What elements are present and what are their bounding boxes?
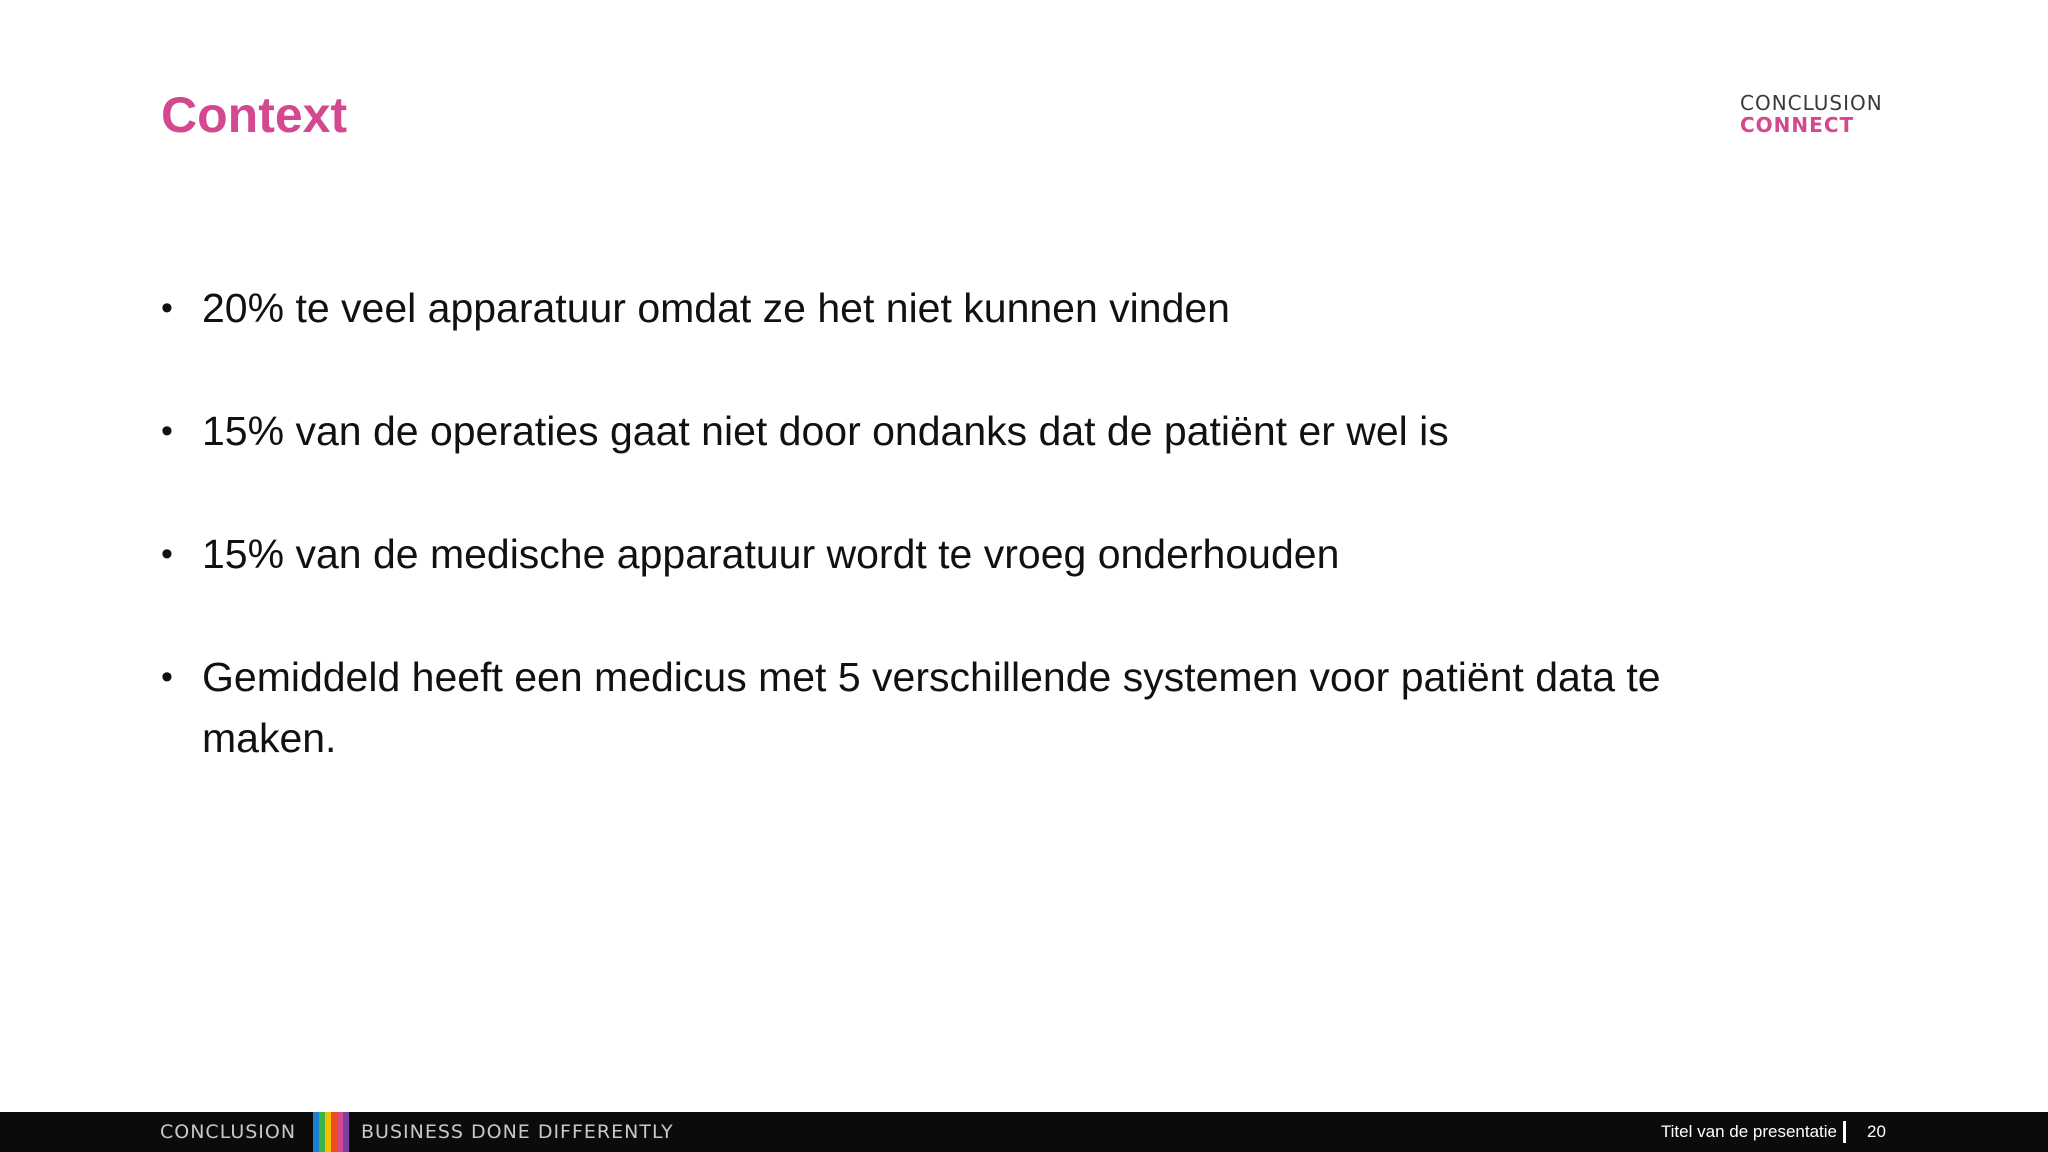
bullet-item	[161, 278, 1721, 339]
bullet-point-icon: •	[161, 658, 173, 696]
footer-brand: CONCLUSION	[160, 1121, 297, 1143]
logo-text-connect: CONNECT	[1740, 113, 1855, 137]
footer-tagline: BUSINESS DONE DIFFERENTLY	[361, 1121, 674, 1143]
conclusion-connect-logo	[1740, 93, 1883, 135]
bullet-list	[161, 278, 1721, 831]
bullet-point-icon: •	[161, 289, 173, 327]
footer-divider	[1843, 1121, 1846, 1143]
stripe	[343, 1112, 349, 1152]
bullet-text: 15% van de operaties gaat niet door ondanks dat de patiënt er wel is	[202, 408, 1449, 454]
logo-text-conclusion: CONCLUSION	[1740, 91, 1883, 115]
slide-title: Context	[161, 87, 348, 143]
bullet-item	[161, 647, 1721, 769]
footer-color-stripes	[313, 1112, 349, 1152]
footer-bar	[0, 1112, 2048, 1152]
page-number: 20	[1867, 1122, 1886, 1141]
bullet-text: 15% van de medische apparatuur wordt te vroeg onderhouden	[202, 531, 1340, 577]
bullet-text: Gemiddeld heeft een medicus met 5 verschillende systemen voor patiënt data te maken.	[202, 654, 1661, 761]
bullet-item	[161, 401, 1721, 462]
bullet-text: 20% te veel apparatuur omdat ze het niet kunnen vinden	[202, 285, 1230, 331]
bullet-point-icon: •	[161, 535, 173, 573]
bullet-item	[161, 524, 1721, 585]
bullet-point-icon: •	[161, 412, 173, 450]
footer-presentation-title: Titel van de presentatie	[1660, 1122, 1837, 1141]
